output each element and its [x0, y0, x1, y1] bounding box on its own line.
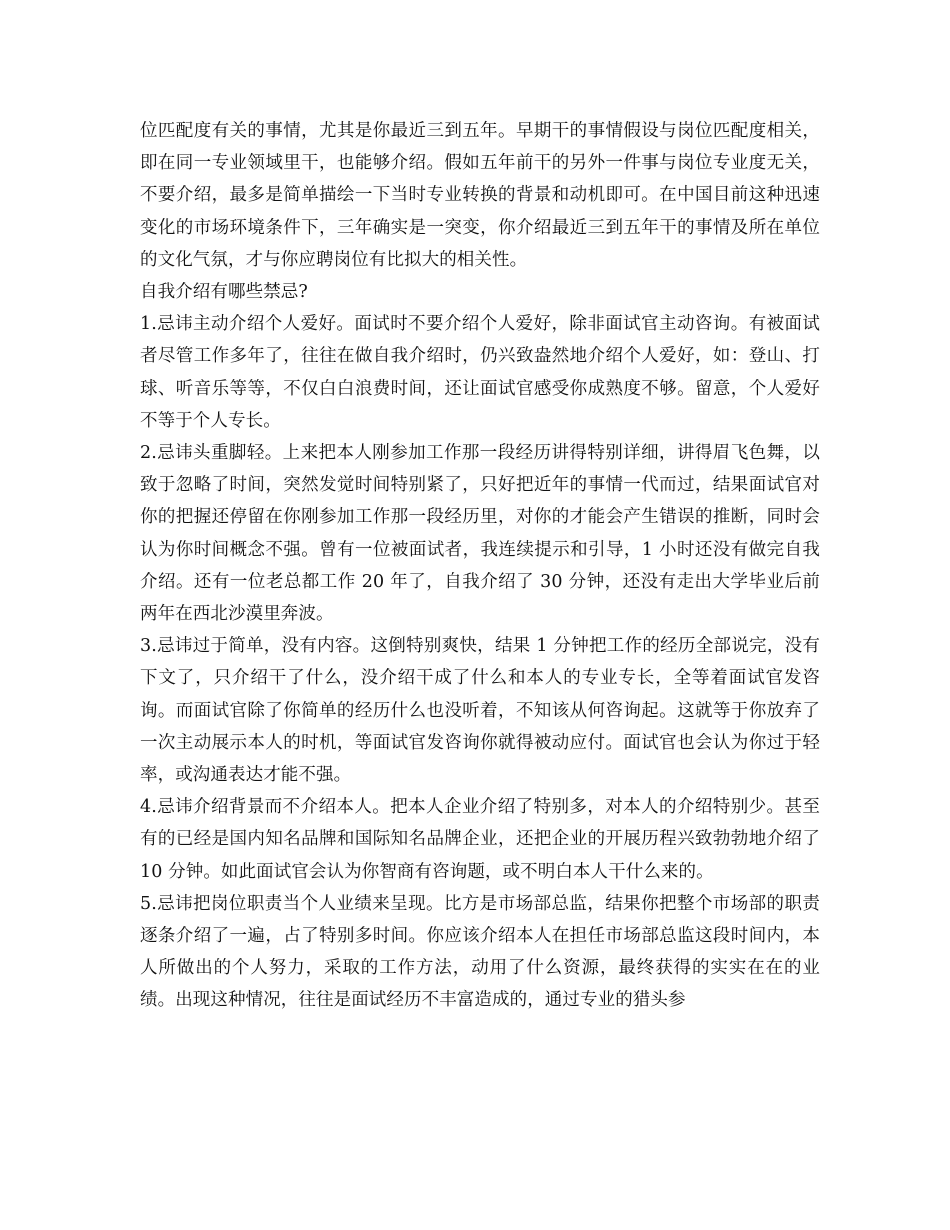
paragraph-taboo-1: 1.忌讳主动介绍个人爱好。面试时不要介绍个人爱好，除非面试官主动咨询。有被面试者尽管工作多年了，往往在做自我介绍时，仍兴致盎然地介绍个人爱好，如：登山、打球、听音乐等等，不仅白白浪费时间，还让面试官感受你成熟度不够。留意，个人爱好不等于个人专长。: [140, 314, 820, 431]
paragraph-taboo-3: 3.忌讳过于简单，没有内容。这倒特别爽快，结果 1 分钟把工作的经历全部说完，没有下文了，只介绍干了什么，没介绍干成了什么和本人的专业专长，全等着面试官发咨询。而面试官除了你简单的经历什么也没听着，不知该从何咨询起。这就等于你放弃了一次主动展示本人的时机，等面试官发咨询你就得被动应付。面试官也会认为你过于轻率，或沟通表达才能不强。: [140, 636, 820, 786]
section-heading: 自我介绍有哪些禁忌?: [140, 282, 308, 303]
paragraph-taboo-5: 5.忌讳把岗位职责当个人业绩来呈现。比方是市场部总监，结果你把整个市场部的职责逐条介绍了一遍，占了特别多时间。你应该介绍本人在担任市场部总监这段时间内，本人所做出的个人努力，采取的工作方法，动用了什么资源，最终获得的实实在在的业绩。出现这种情况，往往是面试经历不丰富造成的，通过专业的猎头参: [140, 893, 820, 1011]
document-body: [140, 115, 820, 1017]
paragraph-taboo-2: 2.忌讳头重脚轻。上来把本人刚参加工作那一段经历讲得特别详细，讲得眉飞色舞，以致于忽略了时间，突然发觉时间特别紧了，只好把近年的事情一代而过，结果面试官对你的把握还停留在你刚参加工作那一段经历里，对你的才能会产生错误的推断，同时会认为你时间概念不强。曾有一位被面试者，我连续提示和引导，1 小时还没有做完自我介绍。还有一位老总都工作 20 年了，自我介绍了 30 分钟，还没有走出大学毕业后前两年在西北沙漠里奔波。: [140, 443, 820, 625]
paragraph-intro: 位匹配度有关的事情，尤其是你最近三到五年。早期干的事情假设与岗位匹配度相关，即在同一专业领域里干，也能够介绍。假如五年前干的另外一件事与岗位专业度无关，不要介绍，最多是简单描绘一下当时专业转换的背景和动机即可。在中国目前这种迅速变化的市场环境条件下，三年确实是一突变，你介绍最近三到五年干的事情及所在单位的文化气氛，才与你应聘岗位有比拟大的相关性。: [140, 121, 820, 270]
paragraph-taboo-4: 4.忌讳介绍背景而不介绍本人。把本人企业介绍了特别多，对本人的介绍特别少。甚至有的已经是国内知名品牌和国际知名品牌企业，还把企业的开展历程兴致勃勃地介绍了 10 分钟。如此面试官会认为你智商有咨询题，或不明白本人干什么来的。: [140, 797, 820, 882]
